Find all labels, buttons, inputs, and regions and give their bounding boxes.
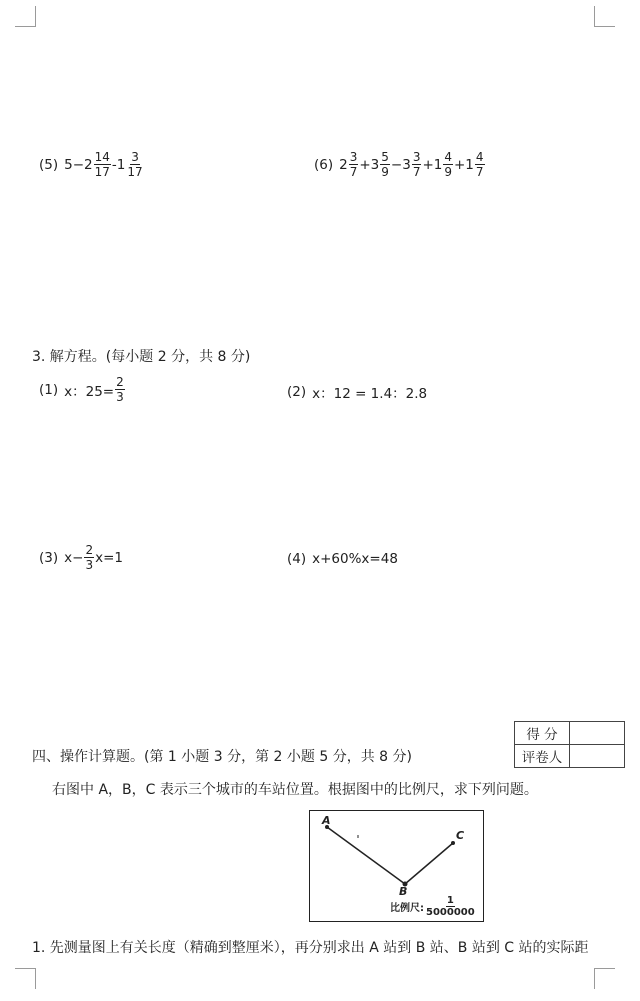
equation-1 xyxy=(39,375,126,404)
station-a-label: A xyxy=(322,814,331,827)
equation-3 xyxy=(39,543,123,572)
crop-mark-top-right xyxy=(594,6,615,27)
crop-mark-bottom-left xyxy=(15,968,36,989)
equation-text: x：25= xyxy=(64,383,115,400)
equation-text: x：12 = 1.4：2.8 xyxy=(312,386,428,402)
operator: +1 xyxy=(422,156,443,173)
operator: +1 xyxy=(454,156,474,173)
problem-label: (3) xyxy=(39,549,59,566)
section-4-intro: 右图中 A，B，C 表示三个城市的车站位置。根据图中的比例尺，求下列问题。 xyxy=(52,782,538,798)
problem-label: (4) xyxy=(287,551,307,567)
whole: 2 xyxy=(84,156,93,173)
section-4-title: 四、操作计算题。(第 1 小题 3 分，第 2 小题 5 分，共 8 分) xyxy=(32,749,412,765)
operator: +3 xyxy=(359,156,380,173)
operator: −3 xyxy=(390,156,411,173)
score-table xyxy=(514,721,625,768)
fraction: $\frac{2}{3}$ xyxy=(85,543,94,572)
equation-text: x=1 xyxy=(95,549,123,566)
problem-label: (2) xyxy=(287,384,307,400)
fraction: $\frac{3}{17}$ xyxy=(127,150,143,179)
problem-label: (6) xyxy=(314,156,334,173)
section-3-title: 3. 解方程。(每小题 2 分，共 8 分) xyxy=(32,349,251,365)
fraction: $\frac{3}{7}$ xyxy=(412,150,421,179)
crop-mark-top-left xyxy=(15,6,36,27)
fraction: $\frac{5}{9}$ xyxy=(381,150,389,179)
crop-mark-bottom-right xyxy=(594,968,615,989)
fraction: $\frac{2}{3}$ xyxy=(116,375,124,404)
grader-cell[interactable] xyxy=(570,745,625,768)
scale-fraction: $\frac{1}{5000000}$ xyxy=(426,895,475,918)
station-b-label: B xyxy=(399,885,408,898)
equation-text: x+60%x=48 xyxy=(312,551,398,567)
problem-label: (1) xyxy=(39,381,59,398)
fraction: $\frac{4}{7}$ xyxy=(475,150,484,179)
term: 5− xyxy=(64,156,85,173)
fraction: $\frac{14}{17}$ xyxy=(94,150,110,179)
equation-text: x− xyxy=(64,549,84,566)
equation-2 xyxy=(287,382,427,402)
grader-label: 评卷人 xyxy=(515,745,570,768)
station-map xyxy=(309,810,484,922)
score-cell[interactable] xyxy=(570,722,625,745)
scale-legend xyxy=(390,895,477,918)
section-4-question-1: 1. 先测量图上有关长度（精确到整厘米），再分别求出 A 站到 B 站、B 站到 C 站的实际距 xyxy=(32,940,589,956)
equation-4 xyxy=(287,551,398,567)
station-c-label: C xyxy=(456,829,465,842)
whole: 2 xyxy=(339,156,348,173)
problem-5 xyxy=(39,150,145,179)
fraction: $\frac{3}{7}$ xyxy=(349,150,358,179)
operator: -1 xyxy=(111,156,126,173)
problem-6 xyxy=(314,150,486,179)
score-label: 得 分 xyxy=(515,722,570,745)
fraction: $\frac{4}{9}$ xyxy=(444,150,452,179)
scale-label: 比例尺: xyxy=(390,903,424,914)
problem-label: (5) xyxy=(39,156,59,173)
